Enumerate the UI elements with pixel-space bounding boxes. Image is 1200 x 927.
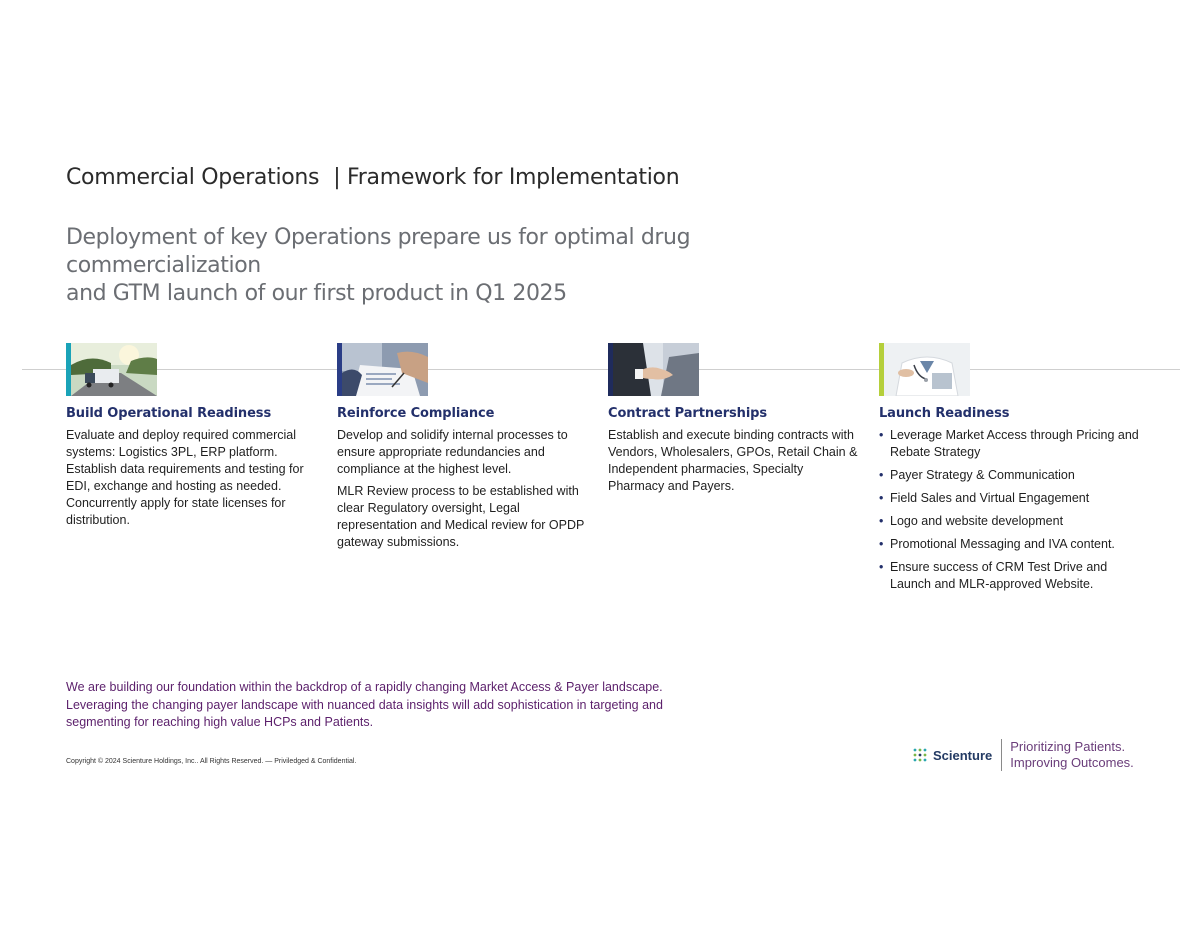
title-section: Commercial Operations — [66, 165, 320, 190]
pillar-description — [337, 427, 587, 551]
pillar-description — [66, 427, 316, 529]
truck-on-highway-photo-icon — [66, 343, 157, 396]
tagline-line-2: Improving Outcomes. — [1010, 755, 1134, 770]
tagline-line-1: Prioritizing Patients. — [1010, 739, 1126, 754]
bullet-item: • Leverage Market Access through Pricing and Rebate Strategy — [879, 427, 1149, 461]
pillar-paragraph: Establish and execute binding contracts with Vendors, Wholesalers, GPOs, Retail Chain & Independent pharmacies, Specialty Pharmacy and Payers. — [608, 428, 858, 493]
pillar-paragraph: Evaluate and deploy required commercial systems: Logistics 3PL, ERP platform. Establish data requirements and testing for EDI, exchange and hosting as needed. Concurrently apply for state licenses for distribution. — [66, 428, 304, 527]
logo-divider — [1001, 739, 1002, 771]
scienture-mark-icon — [913, 748, 927, 762]
handshake-photo-icon — [608, 343, 699, 396]
page-subtitle — [66, 224, 886, 308]
subtitle-line-2: and GTM launch of our first product in Q1 2025 — [66, 281, 567, 306]
pillar-contract-partnerships — [608, 343, 858, 495]
footer-note-line-2: Leveraging the changing payer landscape with nuanced data insights will add sophistication in targeting and segmenting for reaching high value HCPs and Patients. — [66, 697, 663, 729]
subtitle-line-1: Deployment of key Operations prepare us for optimal drug commercialization — [66, 225, 691, 278]
bullet-item: • Ensure success of CRM Test Drive and Launch and MLR-approved Website. — [879, 559, 1149, 593]
bullet-item: • Logo and website development — [879, 513, 1149, 530]
pillar-title: Contract Partnerships — [608, 406, 768, 421]
copyright-text: Copyright © 2024 Scienture Holdings, Inc.. All Rights Reserved. — Priviledged & Confidential. — [66, 758, 357, 765]
bullet-item: • Promotional Messaging and IVA content. — [879, 536, 1149, 553]
pillar-paragraph: MLR Review process to be established with clear Regulatory oversight, Legal representation and Medical review for OPDP gateway submissions. — [337, 484, 585, 549]
pillar-bullet-list — [879, 427, 1149, 593]
pillar-title: Reinforce Compliance — [337, 406, 495, 421]
pillar-operational-readiness — [66, 343, 316, 529]
brand-name: Scienture — [933, 747, 993, 763]
document-review-photo-icon — [337, 343, 428, 396]
pillar-launch-readiness — [879, 343, 1149, 599]
pillar-description — [608, 427, 858, 495]
page-title — [66, 165, 679, 190]
brand-logo — [913, 739, 1134, 771]
doctor-photo-icon — [879, 343, 970, 396]
pillar-paragraph: Develop and solidify internal processes to ensure appropriate redundancies and compliance at the highest level. — [337, 428, 568, 476]
title-subsection: | Framework for Implementation — [333, 165, 680, 190]
footer-note-line-1: We are building our foundation within the backdrop of a rapidly changing Market Access & Payer landscape. — [66, 680, 663, 694]
bullet-item: • Payer Strategy & Communication — [879, 467, 1149, 484]
pillar-title: Launch Readiness — [879, 406, 1010, 421]
brand-tagline — [1010, 739, 1134, 771]
pillar-compliance — [337, 343, 587, 551]
footer-note — [66, 679, 706, 732]
bullet-item: • Field Sales and Virtual Engagement — [879, 490, 1149, 507]
pillar-title: Build Operational Readiness — [66, 406, 272, 421]
